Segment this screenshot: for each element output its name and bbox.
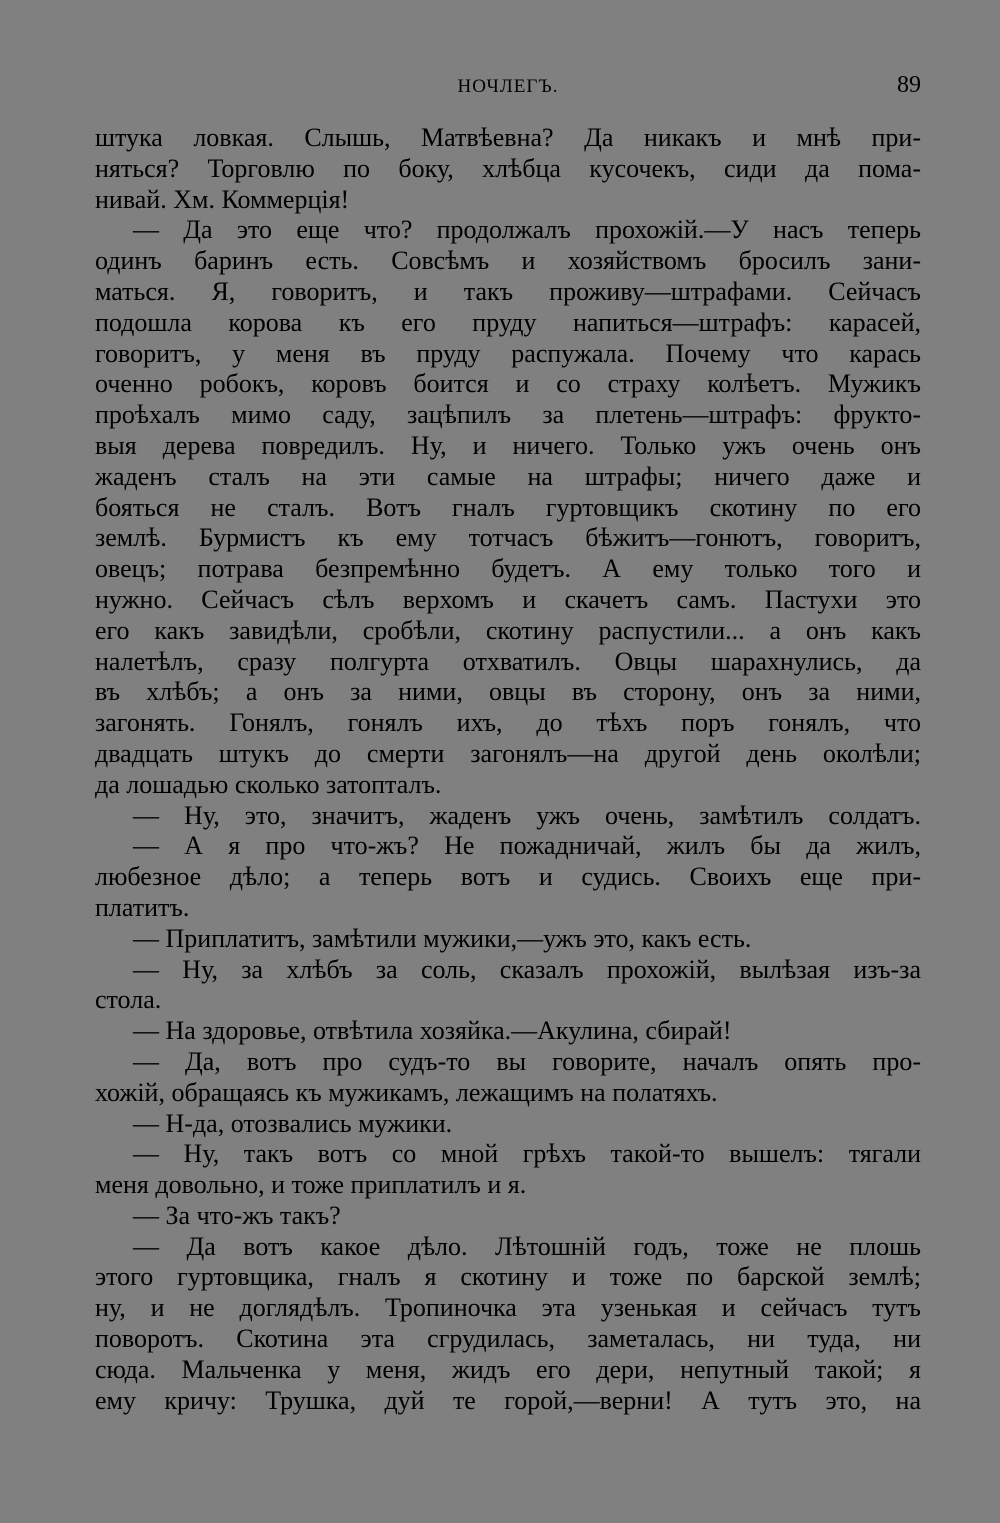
text-line: говоритъ, у меня въ пруду распужала. Почему что карась [95, 338, 921, 368]
text-line: да лошадью сколько затопталъ. [95, 769, 442, 799]
text-line: любезное дѣло; а теперь вотъ и судись. Своихъ еще при- [95, 862, 921, 892]
page-number: 89 [897, 72, 921, 98]
text-line: — Да это еще что? продолжалъ прохожій.—У насъ теперь [133, 215, 921, 245]
text-line: — Ну, это, значитъ, жаденъ ужъ очень, замѣтилъ солдатъ. [133, 800, 921, 830]
text-line: проѣхалъ мимо саду, зацѣпилъ за плетень—штрафъ: фрукто- [95, 400, 921, 430]
text-line: нивай. Хм. Коммерція! [95, 184, 350, 214]
text-line: этого гуртовщика, гналъ я скотину и тоже по барской землѣ; [95, 1262, 921, 1292]
text-line: штука ловкая. Слышь, Матвѣевна? Да никакъ и мнѣ при- [95, 123, 921, 152]
text-line: — За что-жъ такъ? [133, 1200, 341, 1230]
text-line: меня довольно, и тоже приплатилъ и я. [95, 1170, 527, 1200]
running-title: НОЧЛЕГЪ. [457, 76, 559, 97]
text-line: жаденъ сталъ на эти самые на штрафы; ничего даже и [95, 461, 921, 491]
text-line: — Приплатитъ, замѣтили мужики,—ужъ это, какъ есть. [133, 923, 752, 953]
text-line: хожій, обращаясь къ мужикамъ, лежащимъ на полатяхъ. [95, 1077, 718, 1107]
text-line: овецъ; потрава безпремѣнно будетъ. А ему только того и [95, 554, 921, 584]
text-line: выя дерева повредилъ. Ну, и ничего. Только ужъ очень онъ [95, 430, 921, 460]
text-line: оченно робокъ, коровъ боится и со страху колѣетъ. Мужикъ [95, 369, 921, 399]
text-line: поворотъ. Скотина эта сгрудилась, заметалась, ни туда, ни [95, 1324, 921, 1354]
text-line: ну, и не доглядѣлъ. Тропиночка эта узенькая и сейчасъ тутъ [95, 1293, 921, 1323]
text-line: — Ну, за хлѣбъ за соль, сказалъ прохожій, вылѣзая изъ-за [133, 954, 921, 984]
text-line: — А я про что-жъ? Не пожадничай, жилъ бы да жилъ, [133, 831, 921, 861]
text-line: няться? Торговлю по боку, хлѣбца кусочекъ, сиди да пома- [95, 153, 921, 183]
text-line: сюда. Мальченка у меня, жидъ его дери, непутный такой; я [95, 1354, 921, 1384]
text-line: маться. Я, говоритъ, и такъ проживу—штрафами. Сейчасъ [95, 276, 921, 306]
text-line: его какъ завидѣли, сробѣли, скотину распустили... а онъ какъ [95, 615, 921, 645]
text-line: двадцать штукъ до смерти загонялъ—на другой день околѣли; [95, 738, 921, 768]
text-line: — Н-да, отозвались мужики. [133, 1108, 453, 1138]
text-line: бояться не сталъ. Вотъ гналъ гуртовщикъ скотину по его [95, 492, 921, 522]
text-line: въ хлѣбъ; а онъ за ними, овцы въ сторону, онъ за ними, [95, 677, 921, 707]
text-line: — На здоровье, отвѣтила хозяйка.—Акулина, сбирай! [133, 1016, 732, 1046]
text-line: налетѣлъ, сразу полгурта отхватилъ. Овцы шарахнулись, да [95, 646, 921, 676]
text-line: одинъ баринъ есть. Совсѣмъ и хозяйствомъ бросилъ зани- [95, 246, 921, 276]
text-line: — Ну, такъ вотъ со мной грѣхъ такой-то вышелъ: тягали [133, 1139, 921, 1169]
text-line: — Да, вотъ про судъ-то вы говорите, началъ опять про- [133, 1046, 921, 1076]
body-text [95, 123, 921, 1416]
text-line: подошла корова къ его пруду напиться—штрафъ: карасей, [95, 307, 921, 337]
text-line: землѣ. Бурмистъ къ ему тотчасъ бѣжитъ—гонютъ, говоритъ, [95, 523, 921, 553]
text-line: платитъ. [95, 892, 190, 922]
running-header [95, 72, 921, 102]
text-line: нужно. Сейчасъ сѣлъ верхомъ и скачетъ самъ. Пастухи это [95, 584, 921, 614]
text-line: загонять. Гонялъ, гонялъ ихъ, до тѣхъ поръ гонялъ, что [95, 708, 921, 738]
text-line: стола. [95, 985, 162, 1015]
text-line: — Да вотъ какое дѣло. Лѣтошній годъ, тоже не плошь [133, 1231, 921, 1261]
text-line: ему кричу: Трушка, дуй те горой,—верни! А тутъ это, на [95, 1385, 921, 1415]
